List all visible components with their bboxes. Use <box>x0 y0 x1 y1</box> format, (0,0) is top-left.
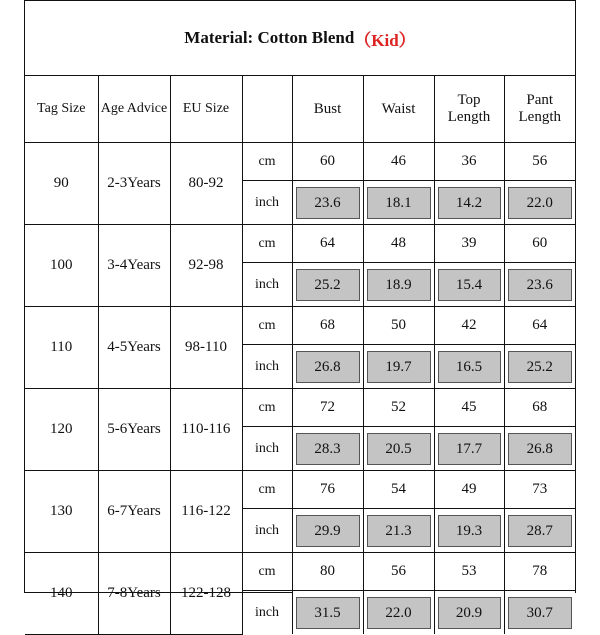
inch-waist-value: 18.1 <box>367 187 431 219</box>
inch-bust-cell <box>292 509 363 553</box>
unit-cm-cell: cm <box>242 225 292 263</box>
size-table <box>25 76 575 635</box>
size-row-cm <box>25 471 575 509</box>
inch-pant-value: 22.0 <box>508 187 573 219</box>
cm-pant-cell: 56 <box>504 143 575 181</box>
inch-top-value: 17.7 <box>438 433 501 465</box>
inch-bust-cell <box>292 263 363 307</box>
header-row <box>25 76 575 143</box>
inch-top-value: 15.4 <box>438 269 501 301</box>
unit-inch-cell: inch <box>242 345 292 389</box>
unit-inch-cell: inch <box>242 263 292 307</box>
inch-waist-cell <box>363 263 434 307</box>
inch-waist-value: 19.7 <box>367 351 431 383</box>
inch-bust-value: 29.9 <box>296 515 360 547</box>
cm-bust-cell: 76 <box>292 471 363 509</box>
header-eu-size: EU Size <box>170 76 242 143</box>
header-unit <box>242 76 292 143</box>
age-advice-cell: 4-5Years <box>98 307 170 389</box>
material-label: Material: Cotton Blend <box>184 28 355 47</box>
unit-cm-cell: cm <box>242 307 292 345</box>
eu-size-cell: 92-98 <box>170 225 242 307</box>
age-advice-cell: 2-3Years <box>98 143 170 225</box>
inch-bust-value: 31.5 <box>296 597 360 629</box>
header-top-length: Top Length <box>434 76 504 143</box>
header-tag-size: Tag Size <box>25 76 98 143</box>
cm-bust-cell: 68 <box>292 307 363 345</box>
eu-size-cell: 98-110 <box>170 307 242 389</box>
eu-size-cell: 110-116 <box>170 389 242 471</box>
unit-inch-cell: inch <box>242 591 292 635</box>
size-chart <box>24 0 576 621</box>
inch-top-cell <box>434 509 504 553</box>
inch-pant-cell <box>504 591 575 635</box>
inch-top-value: 19.3 <box>438 515 501 547</box>
inch-waist-cell <box>363 591 434 635</box>
inch-waist-value: 20.5 <box>367 433 431 465</box>
tag-size-cell: 100 <box>25 225 98 307</box>
inch-top-cell <box>434 181 504 225</box>
age-advice-cell: 5-6Years <box>98 389 170 471</box>
inch-waist-value: 21.3 <box>367 515 431 547</box>
inch-bust-value: 25.2 <box>296 269 360 301</box>
cm-pant-cell: 78 <box>504 553 575 591</box>
inch-top-cell <box>434 427 504 471</box>
inch-bust-value: 26.8 <box>296 351 360 383</box>
inch-pant-cell <box>504 263 575 307</box>
unit-cm-cell: cm <box>242 553 292 591</box>
inch-bust-cell <box>292 181 363 225</box>
cm-waist-cell: 52 <box>363 389 434 427</box>
tag-size-cell: 110 <box>25 307 98 389</box>
cm-pant-cell: 60 <box>504 225 575 263</box>
size-row-cm <box>25 389 575 427</box>
inch-top-cell <box>434 591 504 635</box>
header-waist: Waist <box>363 76 434 143</box>
unit-inch-cell: inch <box>242 427 292 471</box>
cm-bust-cell: 60 <box>292 143 363 181</box>
cm-top-cell: 45 <box>434 389 504 427</box>
header-age-advice: Age Advice <box>98 76 170 143</box>
cm-top-cell: 42 <box>434 307 504 345</box>
inch-top-cell <box>434 345 504 389</box>
inch-waist-value: 18.9 <box>367 269 431 301</box>
inch-waist-value: 22.0 <box>367 597 431 629</box>
tag-size-cell: 140 <box>25 553 98 635</box>
inch-pant-value: 28.7 <box>508 515 573 547</box>
tag-size-cell: 120 <box>25 389 98 471</box>
header-pant-length: Pant Length <box>504 76 575 143</box>
inch-waist-cell <box>363 181 434 225</box>
inch-waist-cell <box>363 509 434 553</box>
cm-waist-cell: 48 <box>363 225 434 263</box>
age-advice-cell: 6-7Years <box>98 471 170 553</box>
inch-pant-cell <box>504 345 575 389</box>
cm-waist-cell: 54 <box>363 471 434 509</box>
inch-pant-cell <box>504 509 575 553</box>
inch-top-value: 20.9 <box>438 597 501 629</box>
inch-pant-value: 25.2 <box>508 351 573 383</box>
size-row-cm <box>25 225 575 263</box>
inch-pant-value: 23.6 <box>508 269 573 301</box>
inch-bust-cell <box>292 345 363 389</box>
inch-waist-cell <box>363 345 434 389</box>
kid-label: （Kid） <box>354 30 416 50</box>
cm-pant-cell: 68 <box>504 389 575 427</box>
unit-cm-cell: cm <box>242 471 292 509</box>
age-advice-cell: 3-4Years <box>98 225 170 307</box>
header-bust: Bust <box>292 76 363 143</box>
cm-bust-cell: 80 <box>292 553 363 591</box>
inch-bust-value: 28.3 <box>296 433 360 465</box>
age-advice-cell: 7-8Years <box>98 553 170 635</box>
cm-waist-cell: 50 <box>363 307 434 345</box>
inch-waist-cell <box>363 427 434 471</box>
cm-waist-cell: 56 <box>363 553 434 591</box>
tag-size-cell: 90 <box>25 143 98 225</box>
inch-pant-value: 30.7 <box>508 597 573 629</box>
cm-pant-cell: 64 <box>504 307 575 345</box>
cm-bust-cell: 72 <box>292 389 363 427</box>
inch-pant-value: 26.8 <box>508 433 573 465</box>
eu-size-cell: 122-128 <box>170 553 242 635</box>
cm-top-cell: 49 <box>434 471 504 509</box>
tag-size-cell: 130 <box>25 471 98 553</box>
size-row-cm <box>25 307 575 345</box>
inch-bust-cell <box>292 427 363 471</box>
inch-bust-cell <box>292 591 363 635</box>
eu-size-cell: 116-122 <box>170 471 242 553</box>
inch-pant-cell <box>504 427 575 471</box>
size-row-cm <box>25 143 575 181</box>
inch-top-value: 14.2 <box>438 187 501 219</box>
unit-cm-cell: cm <box>242 143 292 181</box>
inch-pant-cell <box>504 181 575 225</box>
cm-pant-cell: 73 <box>504 471 575 509</box>
cm-bust-cell: 64 <box>292 225 363 263</box>
inch-top-cell <box>434 263 504 307</box>
cm-top-cell: 53 <box>434 553 504 591</box>
eu-size-cell: 80-92 <box>170 143 242 225</box>
cm-top-cell: 36 <box>434 143 504 181</box>
unit-cm-cell: cm <box>242 389 292 427</box>
inch-bust-value: 23.6 <box>296 187 360 219</box>
inch-top-value: 16.5 <box>438 351 501 383</box>
chart-title <box>25 1 575 76</box>
unit-inch-cell: inch <box>242 181 292 225</box>
cm-waist-cell: 46 <box>363 143 434 181</box>
size-row-cm <box>25 553 575 591</box>
unit-inch-cell: inch <box>242 509 292 553</box>
cm-top-cell: 39 <box>434 225 504 263</box>
